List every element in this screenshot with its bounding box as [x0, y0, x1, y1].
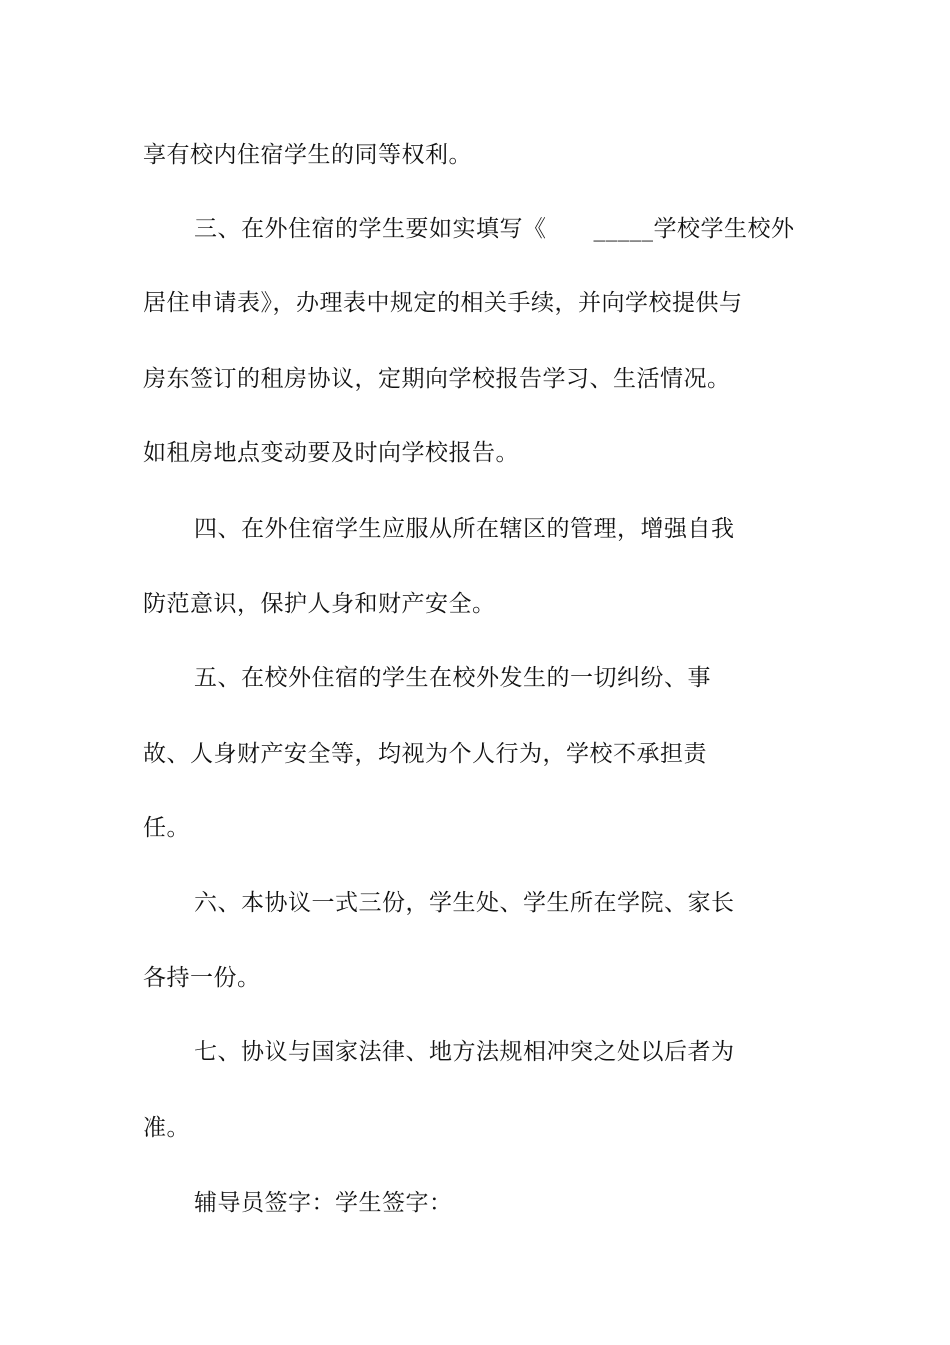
- clause-5-line: 五、在校外住宿的学生在校外发生的一切纠纷、事: [194, 665, 711, 691]
- text-line: 防范意识，保护人身和财产安全。: [143, 591, 496, 617]
- text-line: 如租房地点变动要及时向学校报告。: [143, 440, 519, 466]
- text-line: 准。: [143, 1115, 190, 1141]
- clause-3-line: 三、在外住宿的学生要如实填写《 _____学校学生校外: [194, 216, 795, 242]
- text-line: 各持一份。: [143, 965, 261, 991]
- clause-7-line: 七、协议与国家法律、地方法规相冲突之处以后者为: [194, 1039, 735, 1065]
- text-line: 享有校内住宿学生的同等权利。: [143, 142, 472, 168]
- text-line: 房东签订的租房协议，定期向学校报告学习、生活情况。: [143, 366, 731, 392]
- clause-4-line: 四、在外住宿学生应服从所在辖区的管理，增强自我: [194, 516, 735, 542]
- text-line: 居住申请表》，办理表中规定的相关手续，并向学校提供与: [143, 290, 743, 316]
- text-line: 任。: [143, 815, 190, 841]
- signature-line: 辅导员签字：学生签字：: [194, 1190, 453, 1216]
- clause-6-line: 六、本协议一式三份，学生处、学生所在学院、家长: [194, 890, 735, 916]
- text-line: 故、人身财产安全等，均视为个人行为，学校不承担责: [143, 741, 707, 767]
